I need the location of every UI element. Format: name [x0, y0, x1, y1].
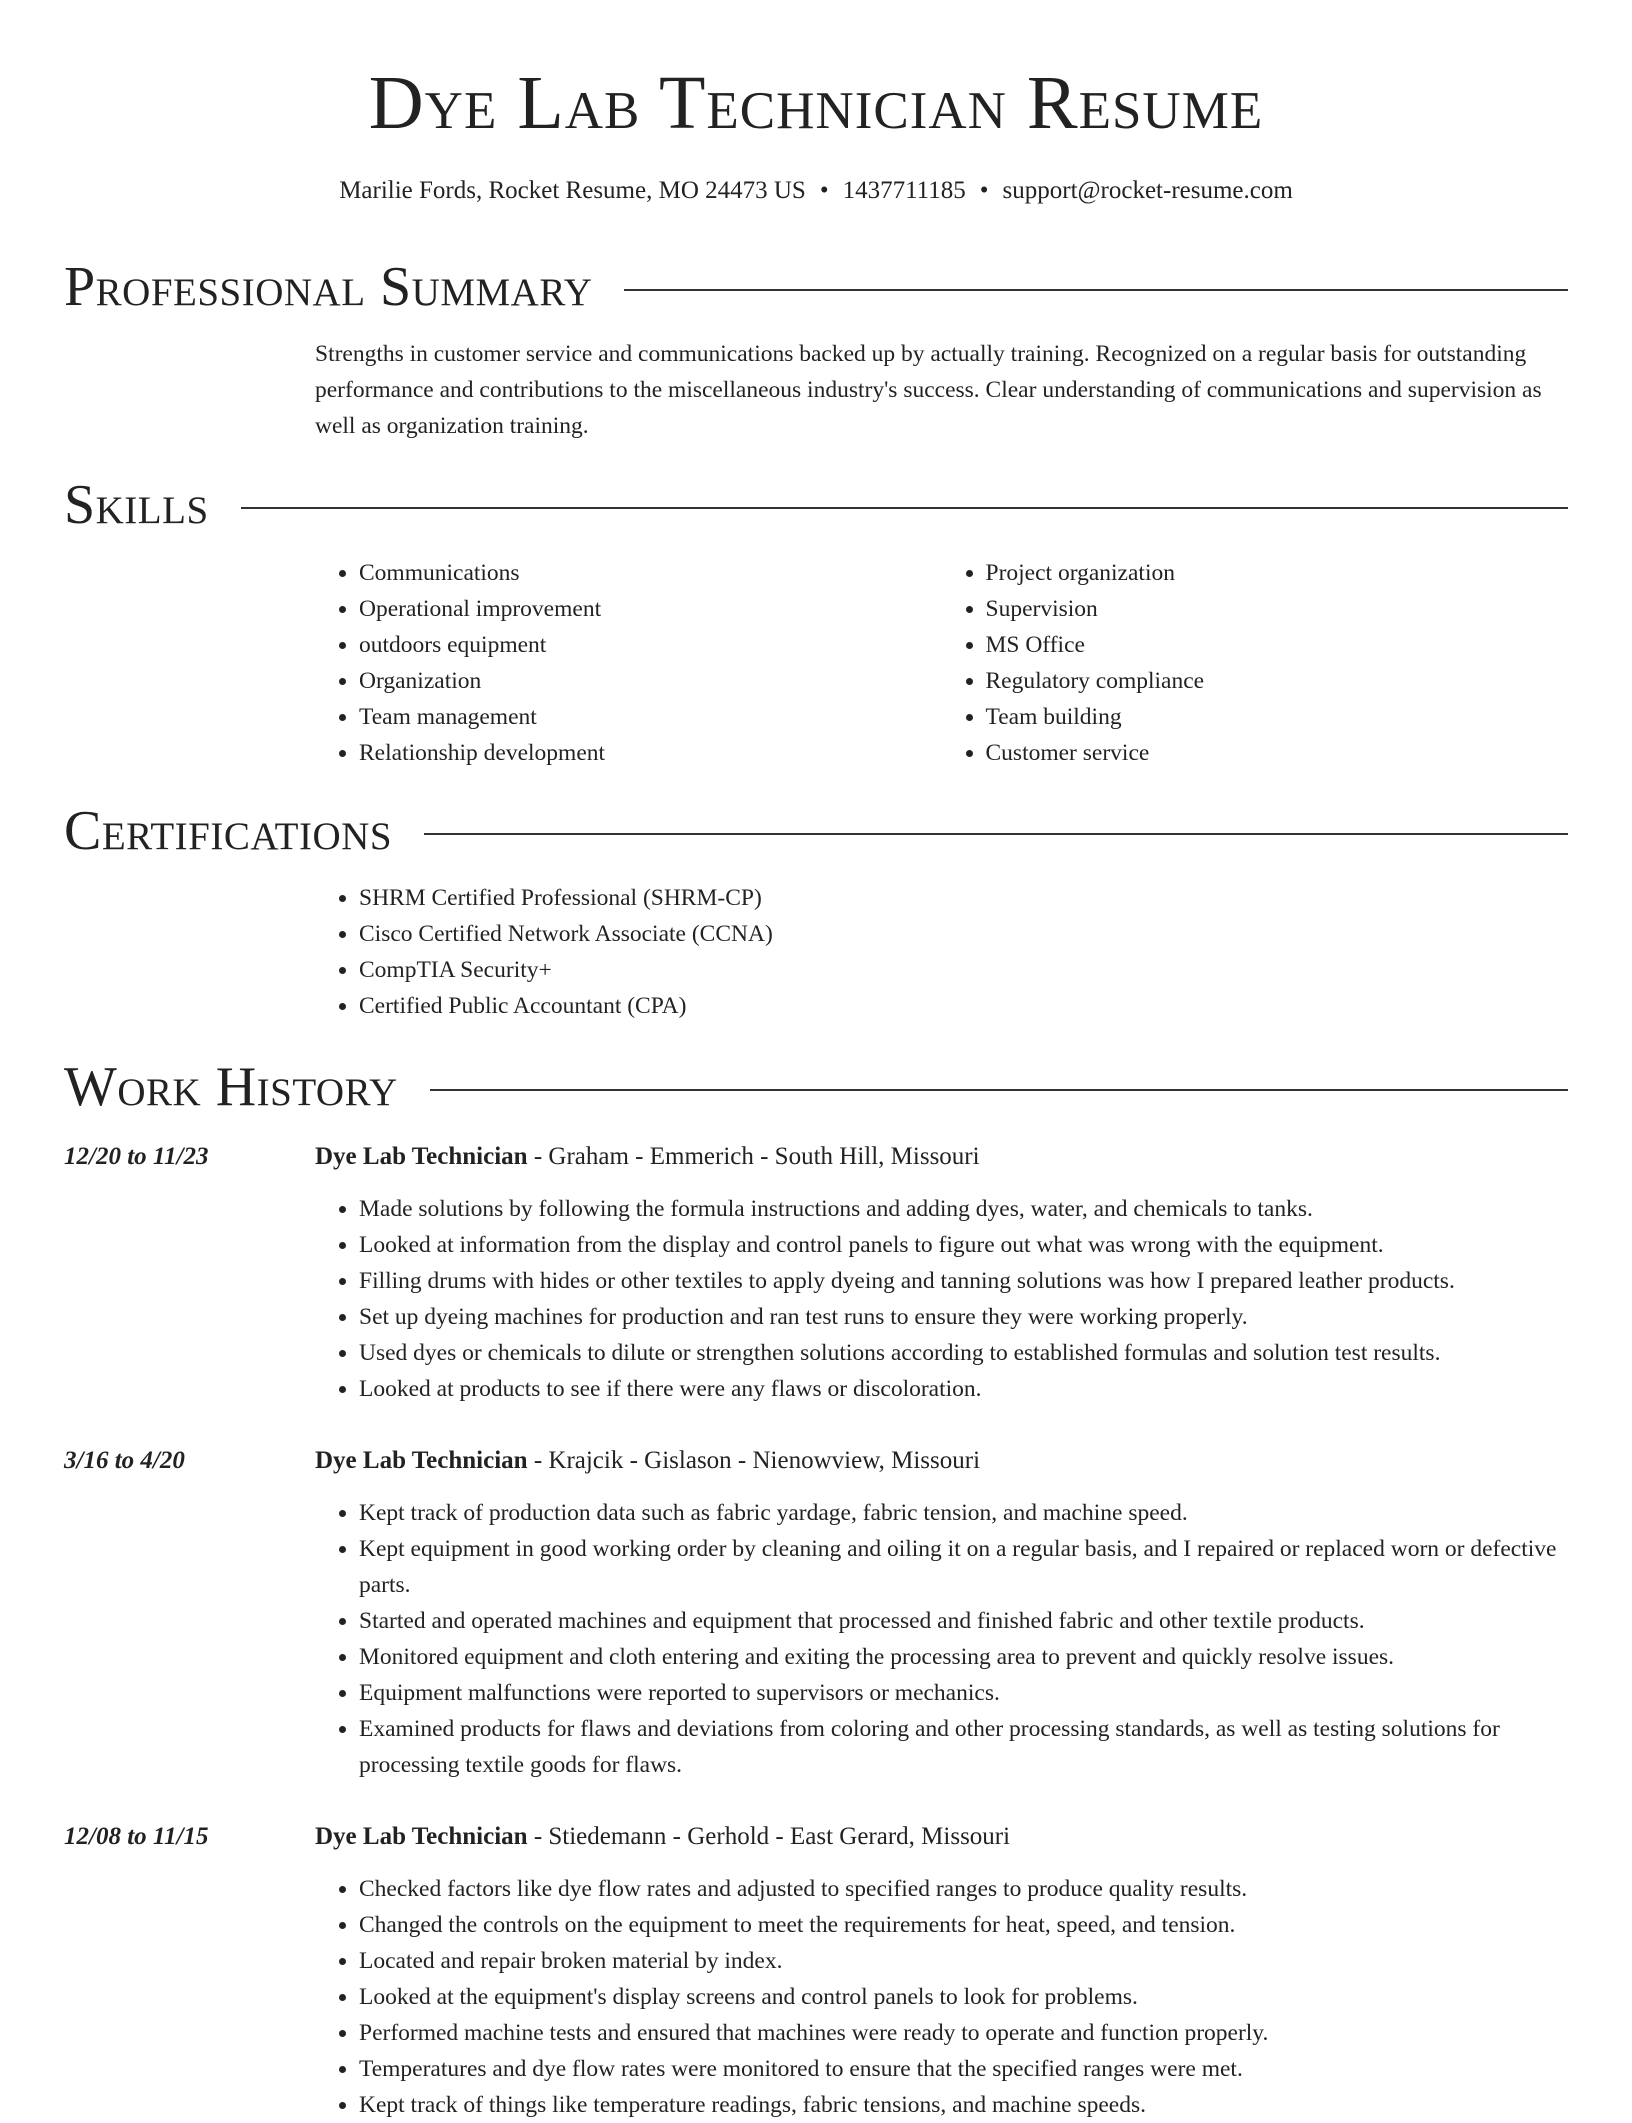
job-heading	[315, 1139, 980, 1175]
separator: •	[979, 177, 989, 204]
summary-section-header	[64, 252, 1568, 322]
section-divider	[430, 1089, 1568, 1091]
skill-item: • outdoors equipment	[359, 627, 942, 663]
contact-address: Marilie Fords, Rocket Resume, MO 24473 US	[339, 177, 806, 204]
job-dates: 12/20 to 11/23	[64, 1143, 209, 1170]
job-company: - Graham - Emmerich - South Hill, Missouri	[527, 1143, 980, 1170]
skill-item: • Team building	[986, 699, 1569, 735]
certifications-list	[315, 880, 1568, 1024]
job-bullets	[315, 1191, 1568, 1407]
skill-item: • Team management	[359, 699, 942, 735]
certification-item: • SHRM Certified Professional (SHRM-CP)	[359, 880, 1568, 916]
job-bullet: • Looked at the equipment's display screens and control panels to look for problems.	[359, 1979, 1568, 2015]
job-bullet: • Started and operated machines and equipment that processed and finished fabric and other textile products.	[359, 1603, 1568, 1639]
skill-item: • MS Office	[986, 627, 1569, 663]
job-bullets	[315, 1871, 1568, 2123]
section-title: Skills	[64, 474, 209, 536]
certifications-section-header	[64, 796, 1568, 866]
job-dates: 3/16 to 4/20	[64, 1447, 185, 1474]
separator: •	[819, 177, 829, 204]
skills-list	[315, 555, 1568, 771]
contact-line	[0, 174, 1632, 208]
job-bullet: • Set up dyeing machines for production and ran test runs to ensure they were working properly.	[359, 1299, 1568, 1335]
contact-phone: 1437711185	[842, 177, 966, 204]
job-bullet: • Temperatures and dye flow rates were monitored to ensure that the specified ranges were met.	[359, 2051, 1568, 2087]
certification-item: • Certified Public Accountant (CPA)	[359, 988, 1568, 1024]
job-dates: 12/08 to 11/15	[64, 1823, 209, 1850]
job-title: Dye Lab Technician	[315, 1823, 528, 1850]
skill-item: • Communications	[359, 555, 942, 591]
work-history-section-header	[64, 1052, 1568, 1122]
job-bullet: • Used dyes or chemicals to dilute or strengthen solutions according to established formulas and solution test results.	[359, 1335, 1568, 1371]
skill-item: • Regulatory compliance	[986, 663, 1569, 699]
skills-column-left	[315, 555, 942, 771]
job-bullet: • Changed the controls on the equipment to meet the requirements for heat, speed, and tension.	[359, 1907, 1568, 1943]
job-heading	[315, 1443, 980, 1479]
skill-item: • Operational improvement	[359, 591, 942, 627]
section-title: Professional Summary	[64, 256, 593, 318]
job-company: - Krajcik - Gislason - Nienowview, Missouri	[527, 1447, 981, 1474]
contact-email: support@rocket-resume.com	[1002, 177, 1293, 204]
summary-text: Strengths in customer service and communications backed up by actually training. Recognized on a regular basis for outstanding performance and contributions to the miscellaneous industry's success. Clear understanding of communications and supervision as well as organization training.	[315, 341, 1542, 439]
job-bullet: • Looked at products to see if there were any flaws or discoloration.	[359, 1371, 1568, 1407]
certification-item: • CompTIA Security+	[359, 952, 1568, 988]
job-title: Dye Lab Technician	[315, 1143, 528, 1170]
skill-item: • Customer service	[986, 735, 1569, 771]
skill-item: • Relationship development	[359, 735, 942, 771]
skill-item: • Project organization	[986, 555, 1569, 591]
job-bullet: • Filling drums with hides or other textiles to apply dyeing and tanning solutions was how I prepared leather products.	[359, 1263, 1568, 1299]
section-divider	[424, 833, 1568, 835]
skills-column-right	[942, 555, 1569, 771]
skill-item: • Organization	[359, 663, 942, 699]
page-title: Dye Lab Technician Resume	[368, 61, 1264, 145]
job-bullet: • Checked factors like dye flow rates and adjusted to specified ranges to produce quality results.	[359, 1871, 1568, 1907]
section-divider	[241, 507, 1568, 509]
job-company: - Stiedemann - Gerhold - East Gerard, Missouri	[527, 1823, 1011, 1850]
section-divider	[624, 289, 1568, 291]
job-bullet: • Looked at information from the display and control panels to figure out what was wrong with the equipment.	[359, 1227, 1568, 1263]
job-bullet: • Kept equipment in good working order by cleaning and oiling it on a regular basis, and I repaired or replaced worn or defective parts.	[359, 1531, 1568, 1603]
certification-item: • Cisco Certified Network Associate (CCNA)	[359, 916, 1568, 952]
job-heading	[315, 1819, 1010, 1855]
skills-section-header	[64, 470, 1568, 540]
section-title: Certifications	[64, 800, 393, 862]
job-bullet: • Equipment malfunctions were reported to supervisors or mechanics.	[359, 1675, 1568, 1711]
skill-item: • Supervision	[986, 591, 1569, 627]
job-bullet: • Made solutions by following the formula instructions and adding dyes, water, and chemicals to tanks.	[359, 1191, 1568, 1227]
section-title: Work History	[64, 1056, 398, 1118]
job-bullet: • Performed machine tests and ensured that machines were ready to operate and function properly.	[359, 2015, 1568, 2051]
job-bullets	[315, 1495, 1568, 1783]
job-bullet: • Examined products for flaws and deviations from coloring and other processing standards, as well as testing solutions for processing textile goods for flaws.	[359, 1711, 1568, 1783]
job-bullet: • Located and repair broken material by index.	[359, 1943, 1568, 1979]
job-bullet: • Kept track of production data such as fabric yardage, fabric tension, and machine speed.	[359, 1495, 1568, 1531]
job-title: Dye Lab Technician	[315, 1447, 528, 1474]
job-bullet: • Monitored equipment and cloth entering and exiting the processing area to prevent and quickly resolve issues.	[359, 1639, 1568, 1675]
job-bullet: • Kept track of things like temperature readings, fabric tensions, and machine speeds.	[359, 2087, 1568, 2123]
